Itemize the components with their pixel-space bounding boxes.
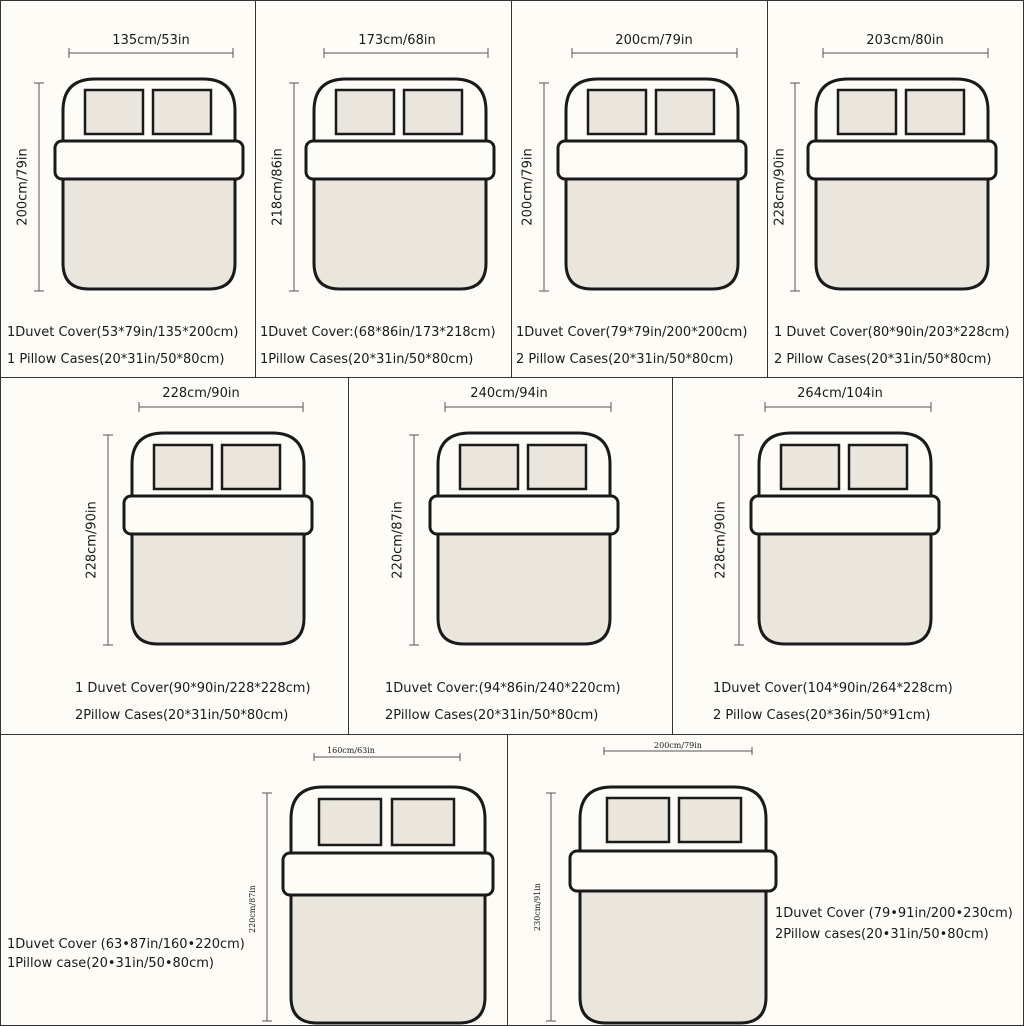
duvet-cover-spec: 1Duvet Cover(104*90in/264*228cm) xyxy=(713,681,953,696)
height-label: 200cm/79in xyxy=(520,148,536,226)
pillow-case-spec: 1 Pillow Cases(20*31in/50*80cm) xyxy=(7,352,225,367)
duvet-cover-spec: 1Duvet Cover (79•91in/200•230cm) xyxy=(775,906,1013,921)
bed-size-panel-3 xyxy=(511,0,768,378)
duvet-cover-spec: 1Duvet Cover(79*79in/200*200cm) xyxy=(516,325,748,340)
pillow-case-spec: 1Pillow Cases(20*31in/50*80cm) xyxy=(260,352,474,367)
bed-illustration xyxy=(512,1,768,378)
pillow-case-spec: 2 Pillow Cases(20*31in/50*80cm) xyxy=(774,352,992,367)
height-label: 228cm/90in xyxy=(772,148,788,226)
width-label: 160cm/63in xyxy=(327,746,375,755)
duvet-cover-spec: 1Duvet Cover(53*79in/135*200cm) xyxy=(7,325,239,340)
pillow-case-spec: 2 Pillow Cases(20*36in/50*91cm) xyxy=(713,708,931,723)
bed-size-panel-7 xyxy=(672,377,1024,735)
height-label: 230cm/91in xyxy=(533,883,542,931)
bed-size-panel-5 xyxy=(0,377,349,735)
height-label: 228cm/90in xyxy=(713,501,729,579)
bed-illustration xyxy=(256,1,512,378)
height-label: 200cm/79in xyxy=(15,148,31,226)
height-label: 220cm/87in xyxy=(390,501,406,579)
bed-size-panel-2 xyxy=(255,0,512,378)
height-label: 220cm/87in xyxy=(248,885,257,933)
pillow-case-spec: 2Pillow Cases(20*31in/50*80cm) xyxy=(385,708,599,723)
pillow-case-spec: 2Pillow Cases(20*31in/50*80cm) xyxy=(75,708,289,723)
bed-size-panel-6 xyxy=(348,377,673,735)
bed-illustration xyxy=(768,1,1024,378)
pillow-case-spec: 1Pillow case(20•31in/50•80cm) xyxy=(7,956,214,971)
width-label: 264cm/104in xyxy=(797,386,883,401)
height-label: 228cm/90in xyxy=(84,501,100,579)
bed-size-panel-1 xyxy=(0,0,256,378)
width-label: 135cm/53in xyxy=(112,33,190,48)
bed-size-panel-4 xyxy=(767,0,1024,378)
duvet-cover-spec: 1Duvet Cover (63•87in/160•220cm) xyxy=(7,937,245,952)
bed-size-panel-8 xyxy=(0,734,508,1026)
width-label: 173cm/68in xyxy=(358,33,436,48)
width-label: 203cm/80in xyxy=(866,33,944,48)
bed-illustration xyxy=(1,735,508,1026)
duvet-cover-spec: 1 Duvet Cover(90*90in/228*228cm) xyxy=(75,681,311,696)
pillow-case-spec: 2 Pillow Cases(20*31in/50*80cm) xyxy=(516,352,734,367)
bed-illustration xyxy=(508,735,1024,1026)
duvet-cover-spec: 1Duvet Cover:(68*86in/173*218cm) xyxy=(260,325,496,340)
width-label: 240cm/94in xyxy=(470,386,548,401)
duvet-cover-spec: 1Duvet Cover:(94*86in/240*220cm) xyxy=(385,681,621,696)
width-label: 200cm/79in xyxy=(615,33,693,48)
bed-size-panel-9 xyxy=(507,734,1024,1026)
width-label: 200cm/79in xyxy=(654,741,702,750)
bed-illustration xyxy=(1,1,256,378)
pillow-case-spec: 2Pillow cases(20•31in/50•80cm) xyxy=(775,927,989,942)
width-label: 228cm/90in xyxy=(162,386,240,401)
duvet-cover-spec: 1 Duvet Cover(80*90in/203*228cm) xyxy=(774,325,1010,340)
height-label: 218cm/86in xyxy=(270,148,286,226)
